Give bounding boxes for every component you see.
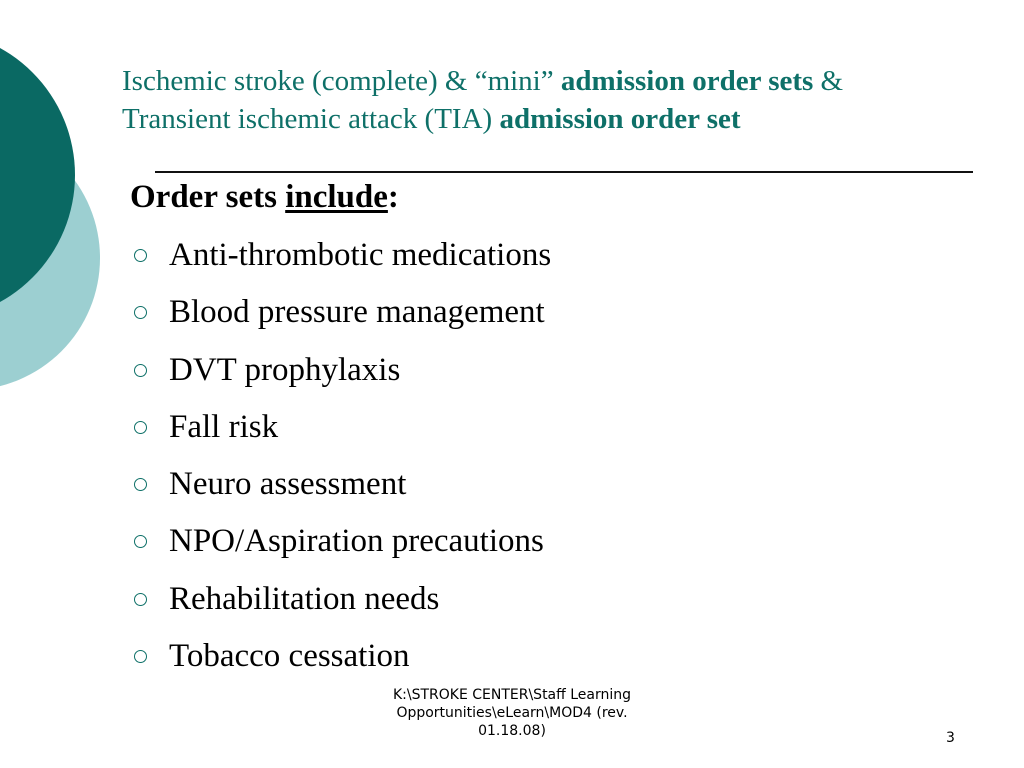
list-item-text: Fall risk	[169, 408, 279, 445]
title-line-2	[122, 100, 1002, 138]
bullet-ring-icon	[134, 421, 147, 434]
list-item-text: Blood pressure management	[169, 294, 545, 331]
intro-underlined-word: include	[285, 179, 388, 215]
title-line-1	[122, 62, 1002, 100]
decorative-circles	[0, 0, 130, 420]
bullet-ring-icon	[134, 593, 147, 606]
title-line-1-bold: admission order sets	[560, 65, 814, 97]
bullet-ring-icon	[134, 535, 147, 548]
slide-footer	[352, 686, 672, 740]
bullet-ring-icon	[134, 364, 147, 377]
title-line-2-bold: admission order set	[499, 103, 741, 135]
title-line-1-text: Ischemic stroke (complete) & “mini”	[122, 65, 561, 97]
slide-title	[122, 62, 1002, 138]
list-item-text: NPO/Aspiration precautions	[169, 523, 544, 560]
page-number: 3	[946, 730, 955, 746]
list-item-text: DVT prophylaxis	[169, 351, 401, 388]
intro-colon: :	[387, 179, 399, 215]
footer-line-3: 01.18.08)	[478, 723, 546, 739]
bullet-ring-icon	[134, 306, 147, 319]
intro-heading	[130, 175, 399, 219]
list-item-text: Anti-thrombotic medications	[169, 237, 552, 273]
bullet-ring-icon	[134, 478, 147, 491]
list-item-text: Rehabilitation needs	[169, 580, 440, 617]
title-line-2-text: Transient ischemic attack (TIA)	[122, 103, 500, 135]
bullet-ring-icon	[134, 650, 147, 663]
list-item-text: Neuro assessment	[169, 466, 407, 503]
intro-prefix: Order sets	[130, 179, 286, 215]
footer-line-2: Opportunities\eLearn\MOD4 (rev.	[396, 705, 628, 721]
title-divider	[155, 171, 973, 173]
title-line-1-tail: &	[813, 65, 844, 97]
bullet-ring-icon	[134, 249, 147, 262]
footer-line-1: K:\STROKE CENTER\Staff Learning	[392, 687, 632, 703]
list-item-text: Tobacco cessation	[169, 638, 410, 675]
